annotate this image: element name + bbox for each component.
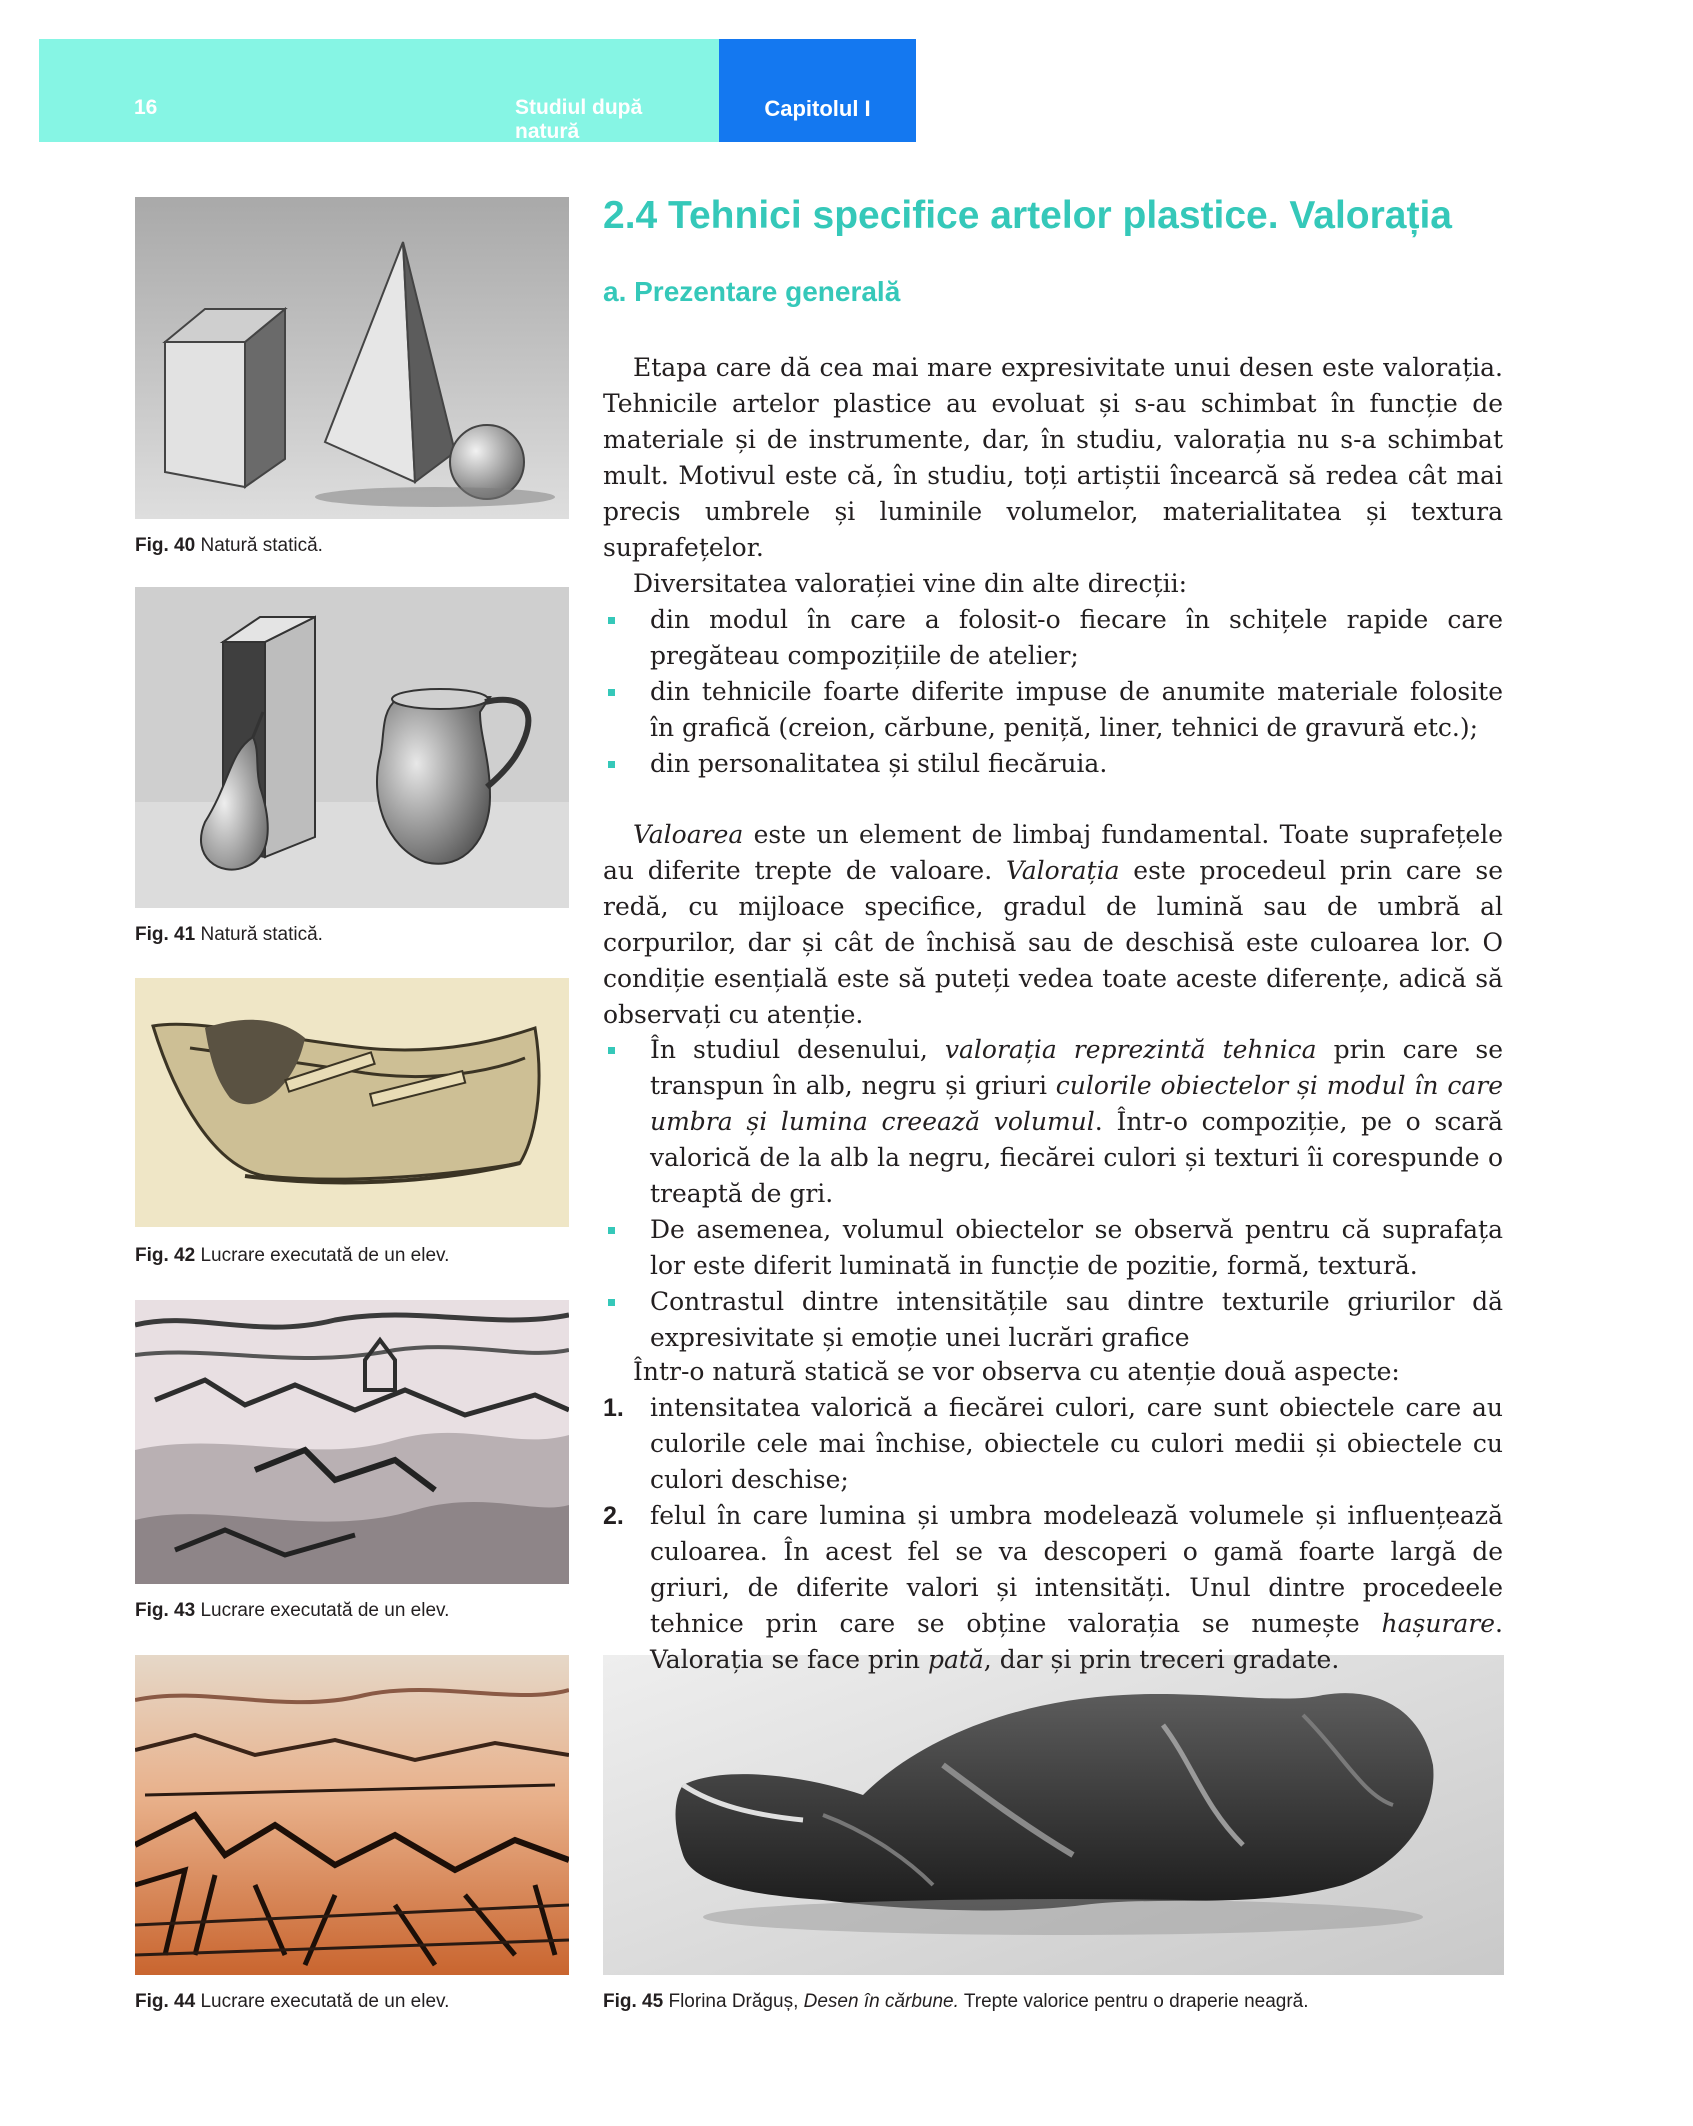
bullet-list-1 [603, 602, 1503, 782]
numbered-list [603, 1390, 1503, 1678]
figure-41-caption: Fig. 41 Natură statică. [135, 924, 323, 945]
list-item: În studiul desenului, valorația reprezintă tehnica prin care se transpun în alb, negru și griuri culorile obiectelor și modul în care umbra și lumina creează volumul. Într-o compoziție, pe o scară valorică de la alb la negru, fiecărei culori și texturi îi corespunde o treaptă de gri. [603, 1032, 1503, 1212]
list-item: Contrastul dintre intensitățile sau dintre texturile griurilor dă expresivitate și emoție unei lucrări grafice [603, 1284, 1503, 1356]
list-item: 2. felul în care lumina și umbra modelează volumele și influențează culoarea. În acest fel se va descoperi o gamă foarte largă de griuri, de diferite valori și intensități. Unul dintre procedeele tehnice prin care se obține valorația se numește hașurare. Valorația se face prin pată, dar și prin treceri gradate. [603, 1501, 1503, 1674]
figure-44-image [135, 1655, 569, 1975]
bullet-list-2 [603, 1032, 1503, 1356]
figure-40-caption: Fig. 40 Natură statică. [135, 535, 323, 556]
figure-43-image [135, 1300, 569, 1584]
paragraph-5 [603, 1354, 1503, 1678]
paragraph-2 [603, 566, 1503, 782]
figure-43-caption: Fig. 43 Lucrare executată de un elev. [135, 1600, 450, 1621]
page-number: 16 [134, 96, 158, 119]
section-title: 2.4 Tehnici specifice artelor plastice. Valorația [603, 194, 1452, 237]
figure-44-caption: Fig. 44 Lucrare executată de un elev. [135, 1991, 450, 2012]
list-item: De asemenea, volumul obiectelor se observă pentru că suprafața lor este diferit luminată in funcție de pozitie, formă, textură. [603, 1212, 1503, 1284]
figure-41-image [135, 587, 569, 908]
figure-45-caption: Fig. 45 Florina Drăguș, Desen în cărbune. Trepte valorice pentru o draperie neagră. [603, 1991, 1309, 2012]
paragraph-3: Valoarea este un element de limbaj fundamental. Toate suprafețele au diferite trepte de valoare. Valorația este procedeul prin care se redă, cu mijloace specifice, gradul de lumină sau de umbră al corpurilor, dar și cât de închisă sau de deschisă este culoarea lor. O condiție esențială este să puteți vedea toate aceste diferențe, adică să observați cu atenție. [603, 820, 1503, 1029]
running-title: Studiul după natură [515, 96, 643, 143]
chapter-tab [719, 39, 916, 142]
figure-45-image [603, 1655, 1504, 1975]
figure-40-image [135, 197, 569, 519]
list-item: din tehnicile foarte diferite impuse de anumite materiale folosite în grafică (creion, cărbune, peniță, liner, tehnici de gravură etc.); [603, 674, 1503, 746]
figure-42-image [135, 978, 569, 1227]
paragraph-1: Etapa care dă cea mai mare expresivitate unui desen este valorația. Tehnicile artelor plastice au evoluat și s-au schimbat în funcție de materiale și de instrumente, dar, în studiu, valorația nu s-a schimbat mult. Motivul este că, în studiu, toți artiștii încearcă să redea cât mai precis umbrele și luminile volumelor, materialitatea și textura suprafețelor. [603, 353, 1503, 562]
paragraph-5-intro: Într-o natură statică se vor observa cu atenție două aspecte: [633, 1357, 1400, 1386]
figure-42-caption: Fig. 42 Lucrare executată de un elev. [135, 1245, 450, 1266]
list-item: 1. intensitatea valorică a fiecărei culori, care sunt obiectele care au culorile cele mai închise, obiectele cu culori medii și obiectele cu culori deschise; [603, 1393, 1503, 1494]
paragraph-4 [603, 1032, 1503, 1356]
list-item: din modul în care a folosit-o fiecare în schițele rapide care pregăteau compozițiile de atelier; [603, 602, 1503, 674]
chapter-label: Capitolul I [764, 96, 871, 121]
paragraph-2-intro: Diversitatea valorației vine din alte direcții: [633, 569, 1187, 598]
subsection-title: a. Prezentare generală [603, 276, 901, 307]
list-item: din personalitatea și stilul fiecăruia. [603, 746, 1503, 782]
